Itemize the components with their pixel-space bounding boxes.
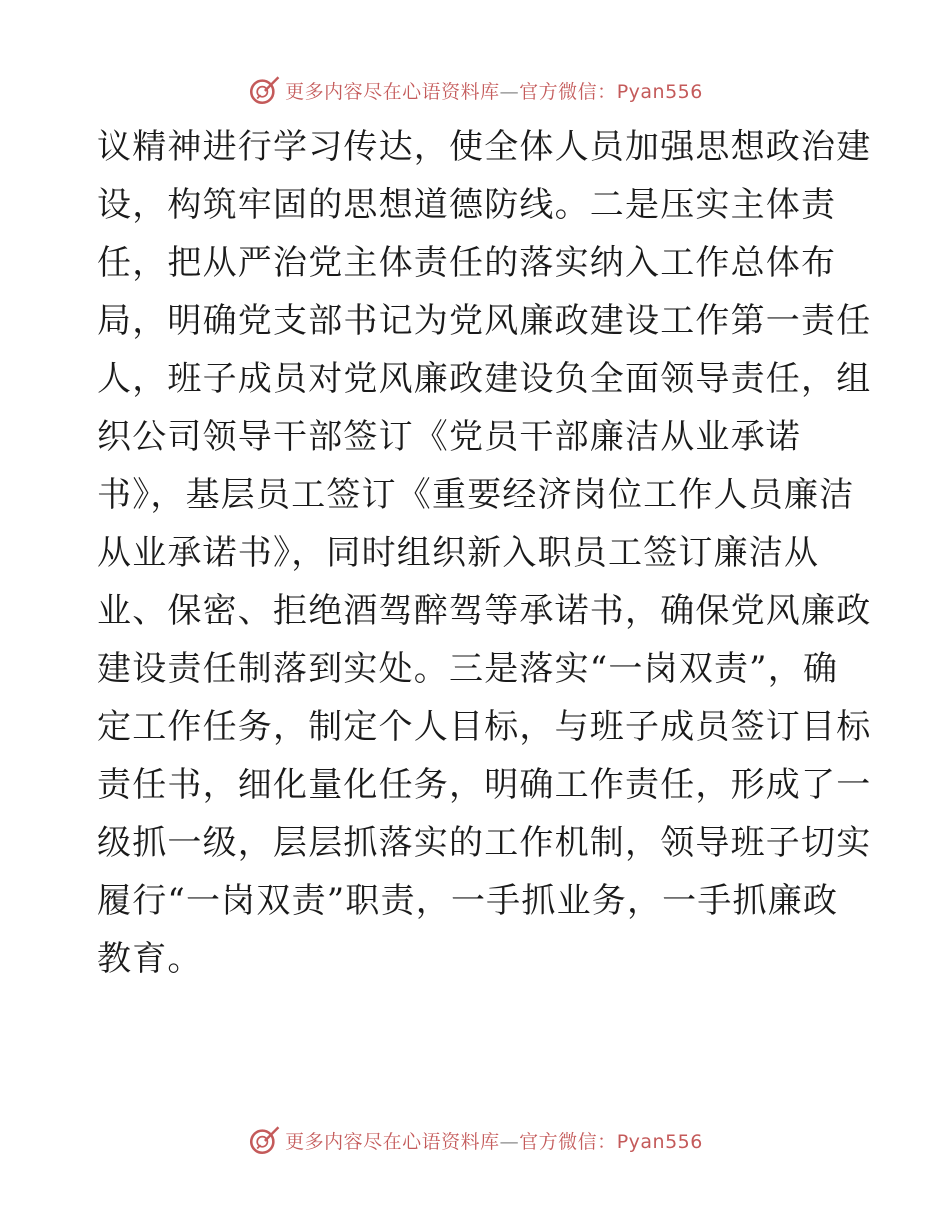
text-line: 教育。 bbox=[97, 939, 203, 979]
watermark-text: 更多内容尽在心语资料库—官方微信：Pyan556 bbox=[285, 1130, 703, 1153]
document-body bbox=[97, 118, 872, 988]
text-line: 设，构筑牢固的思想道德防线。二是压实主体责 bbox=[97, 185, 837, 225]
text-line: 责任书，细化量化任务，明确工作责任，形成了一 bbox=[97, 765, 872, 805]
header-watermark bbox=[0, 70, 950, 110]
text-line: 人，班子成员对党风廉政建设负全面领导责任，组 bbox=[97, 359, 872, 399]
text-line: 议精神进行学习传达，使全体人员加强思想政治建 bbox=[97, 127, 872, 167]
text-line: 任，把从严治党主体责任的落实纳入工作总体布 bbox=[97, 243, 837, 283]
text-line: 建设责任制落到实处。三是落实“一岗双责”，确 bbox=[97, 649, 839, 689]
text-line: 织公司领导干部签订《党员干部廉洁从业承诺 bbox=[97, 417, 801, 457]
watermark-text: 更多内容尽在心语资料库—官方微信：Pyan556 bbox=[285, 80, 703, 103]
pen-logo-icon bbox=[247, 73, 281, 107]
footer-watermark bbox=[0, 1120, 950, 1160]
text-line: 履行“一岗双责”职责，一手抓业务，一手抓廉政 bbox=[97, 881, 839, 921]
text-line: 局，明确党支部书记为党风廉政建设工作第一责任 bbox=[97, 301, 872, 341]
text-line: 业、保密、拒绝酒驾醉驾等承诺书，确保党风廉政 bbox=[97, 591, 872, 631]
text-line: 书》，基层员工签订《重要经济岗位工作人员廉洁 bbox=[97, 475, 855, 515]
pen-logo-icon bbox=[247, 1123, 281, 1157]
text-line: 从业承诺书》，同时组织新入职员工签订廉洁从 bbox=[97, 533, 820, 573]
text-line: 级抓一级，层层抓落实的工作机制，领导班子切实 bbox=[97, 823, 872, 863]
text-line: 定工作任务，制定个人目标，与班子成员签订目标 bbox=[97, 707, 872, 747]
